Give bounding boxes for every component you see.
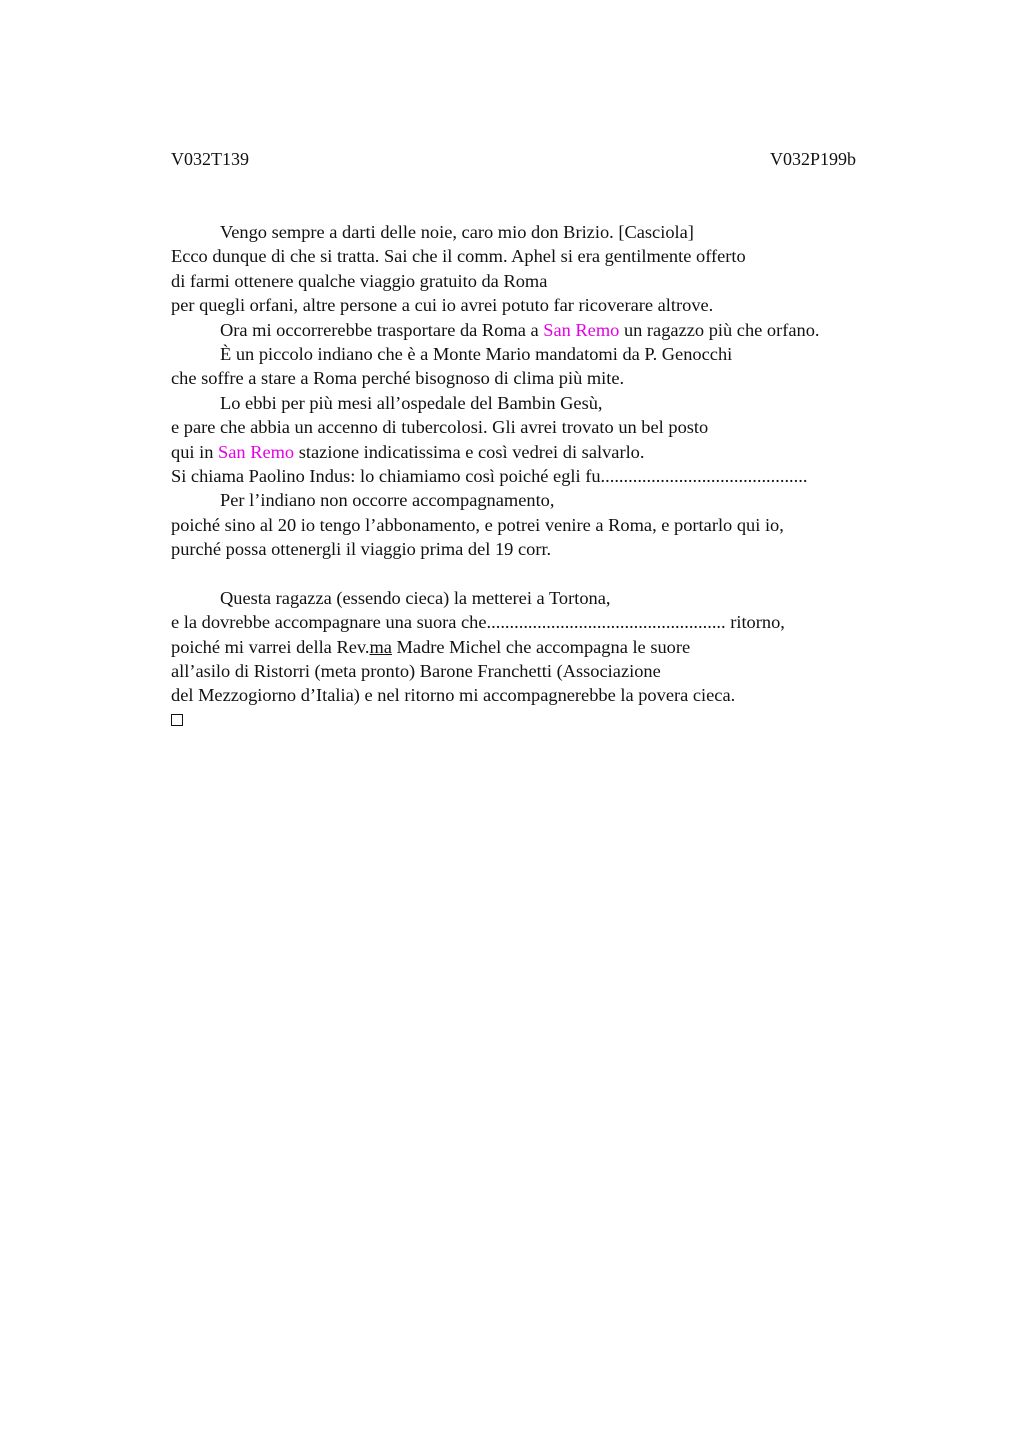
document-code-left: V032T139 [171, 149, 249, 169]
letter-line: Vengo sempre a darti delle noie, caro mio don Brizio. [Casciola] [220, 222, 694, 242]
letter-line: e la dovrebbe accompagnare una suora che.................................................... ritorno, [171, 612, 785, 633]
letter-line [171, 635, 931, 659]
document-code-right: V032P199b [769, 149, 856, 169]
letter-line [171, 440, 931, 464]
letter-line: Ecco dunque di che si tratta. Sai che il comm. Aphel si era gentilmente offerto [171, 246, 746, 267]
letter-line: e pare che abbia un accenno di tubercolosi. Gli avrei trovato un bel posto [171, 417, 709, 438]
letter-text: stazione indicatissima e così vedrei di salvarlo. [294, 441, 645, 462]
letter-text: Madre Michel che accompagna le suore [391, 636, 691, 657]
underlined-abbreviation: ma [369, 636, 392, 657]
letter-text: Ora mi occorrerebbe trasportare da Roma a [220, 319, 544, 340]
letter-line: del Mezzogiorno d’Italia) e nel ritorno mi accompagnerebbe la povera cieca. [171, 685, 736, 706]
letter-line: di farmi ottenere qualche viaggio gratuito da Roma [171, 270, 548, 291]
letter-line: per quegli orfani, altre persone a cui io avrei potuto far ricoverare altrove. [171, 295, 714, 316]
letter-line [171, 318, 931, 342]
letter-body [171, 220, 931, 732]
letter-text: poiché mi varrei della Rev. [171, 636, 370, 657]
letter-text: qui in [171, 441, 219, 462]
letter-line: purché possa ottenergli il viaggio prima del 19 corr. [171, 539, 552, 560]
end-marker-line [171, 708, 931, 732]
letter-text: un ragazzo più che orfano. [619, 319, 820, 340]
paragraph-gap [171, 561, 931, 585]
letter-line: Per l’indiano non occorre accompagnamento, [220, 490, 555, 511]
letter-line: che soffre a stare a Roma perché bisognoso di clima più mite. [171, 368, 625, 389]
place-name-highlight: San Remo [543, 319, 620, 340]
letter-line: poiché sino al 20 io tengo l’abbonamento, e potrei venire a Roma, e portarlo qui io, [171, 514, 784, 535]
letter-line: Questa ragazza (essendo cieca) la metterei a Tortona, [220, 587, 611, 608]
letter-line: Si chiama Paolino Indus: lo chiamiamo così poiché egli fu............................................. [171, 465, 808, 486]
place-name-highlight: San Remo [218, 441, 295, 462]
end-of-text-box-icon [171, 714, 183, 726]
letter-line: Lo ebbi per più mesi all’ospedale del Bambin Gesù, [220, 392, 603, 413]
letter-line: all’asilo di Ristorri (meta pronto) Barone Franchetti (Associazione [171, 661, 661, 682]
letter-line: È un piccolo indiano che è a Monte Mario mandatomi da P. Genocchi [220, 343, 733, 364]
